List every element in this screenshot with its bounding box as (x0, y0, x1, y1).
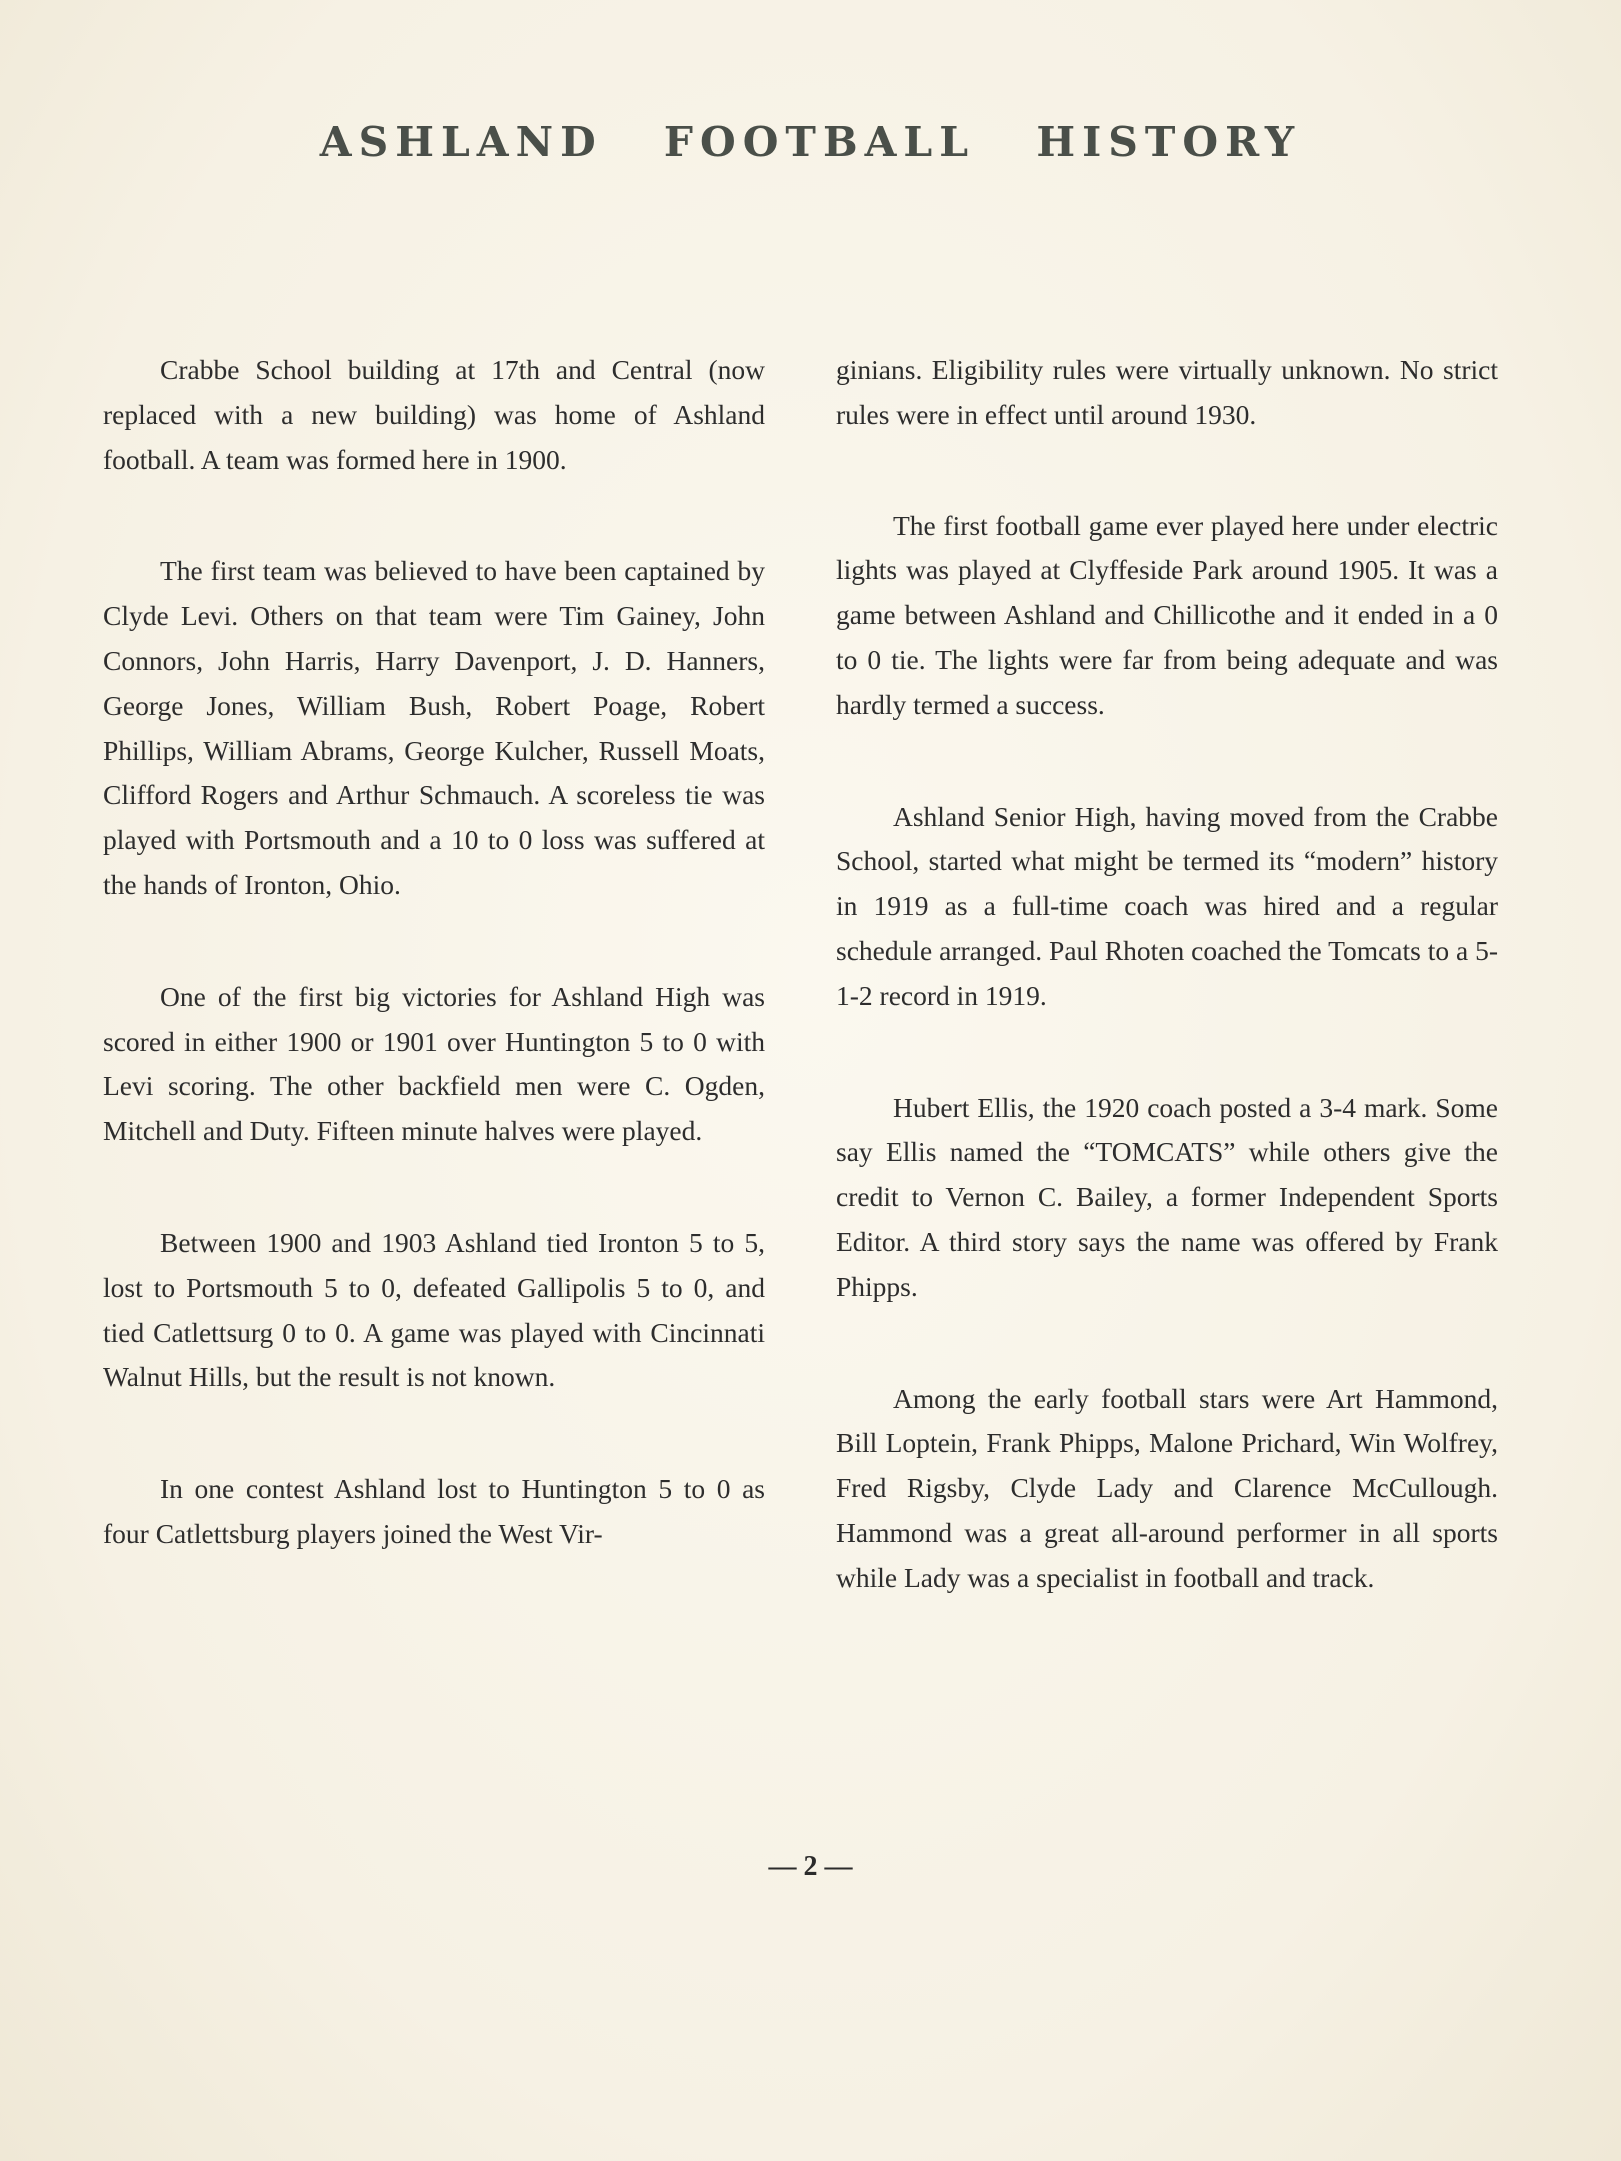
paragraph: Crabbe School building at 17th and Central (now replaced with a new building) was home of Ashland football. A team was formed here in 1900. (103, 354, 765, 475)
paragraph-continued: ginians. Eligibility rules were virtually unknown. No strict rules were in effect until around 1930. (836, 354, 1498, 430)
page-title: ASHLAND FOOTBALL HISTORY (319, 118, 1302, 166)
paragraph: Among the early football stars were Art Hammond, Bill Loptein, Frank Phipps, Malone Prichard, Win Wolfrey, Fred Rigsby, Clyde Lady and Clarence McCullough. Hammond was a great all-around performer in all sports while Lady was a specialist in football and track. (836, 1382, 1498, 1593)
left-column (103, 348, 765, 1624)
paragraph: Between 1900 and 1903 Ashland tied Ironton 5 to 5, lost to Portsmouth 5 to 0, defeated Gallipolis 5 to 0, and tied Catlettsurg 0 to 0. A game was played with Cincinnati Walnut Hills, but the result is not known. (103, 1226, 765, 1393)
right-column (836, 348, 1498, 1668)
paragraph: The first team was believed to have been captained by Clyde Levi. Others on that team were Tim Gainey, John Connors, John Harris, Harry Davenport, J. D. Hanners, George Jones, William Bush, Robert Poage, Robert Phillips, William Abrams, George Kulcher, Russell Moats, Clifford Rogers and Arthur Schmauch. A scoreless tie was played with Portsmouth and a 10 to 0 loss was suffered at the hands of Ironton, Ohio. (103, 555, 765, 900)
paragraph: Ashland Senior High, having moved from the Crabbe School, started what might be termed its “modern” history in 1919 as a full-time coach was hired and a regular schedule arranged. Paul Rhoten coached the Tomcats to a 5-1-2 record in 1919. (836, 800, 1498, 1011)
paragraph: Hubert Ellis, the 1920 coach posted a 3-4 mark. Some say Ellis named the “TOMCATS” while others give the credit to Vernon C. Bailey, a former Independent Sports Editor. A third story says the name was offered by Frank Phipps. (836, 1091, 1498, 1302)
paragraph: The first football game ever played here under electric lights was played at Clyffeside Park around 1905. It was a game between Ashland and Chillicothe and it ended in a 0 to 0 tie. The lights were far from being adequate and was hardly termed a success. (836, 509, 1498, 720)
paragraph: One of the first big victories for Ashland High was scored in either 1900 or 1901 over Huntington 5 to 0 with Levi scoring. The other backfield men were C. Ogden, Mitchell and Duty. Fifteen minute halves were played. (103, 980, 765, 1147)
page-number: — 2 — (768, 1851, 853, 1882)
paragraph: In one contest Ashland lost to Huntington 5 to 0 as four Catlettsburg players joined the West Vir- (103, 1473, 765, 1549)
